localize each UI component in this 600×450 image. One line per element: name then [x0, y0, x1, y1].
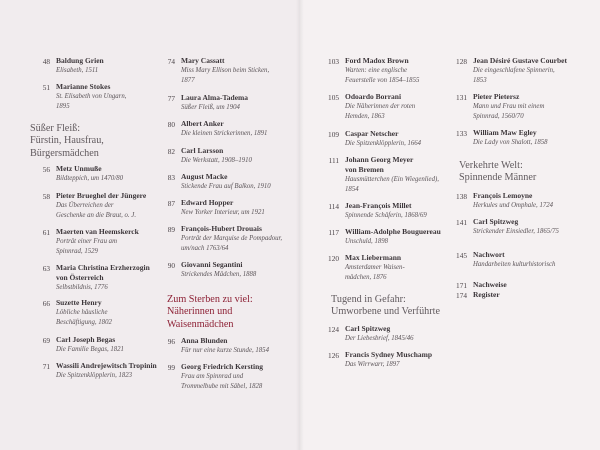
artist-name: Jean-François Millet — [345, 201, 412, 210]
artist-name: William Maw Egley — [473, 128, 537, 137]
artist-name: Caspar Netscher — [345, 129, 399, 138]
toc-column-2 — [155, 0, 293, 450]
page-number: 114 — [328, 202, 339, 211]
artwork-title: Löbliche häusliche — [56, 309, 108, 316]
artist-name: Carl Larsson — [181, 146, 224, 155]
artwork-title: Die Spitzenklöpplerin, 1823 — [56, 372, 133, 379]
page-number: 111 — [328, 156, 339, 165]
artist-name: Carl Joseph Begas — [56, 335, 116, 344]
page-number: 63 — [42, 264, 50, 273]
artwork-title: 1895 — [56, 102, 70, 110]
section-heading — [459, 160, 595, 185]
artist-name: Albert Anker — [181, 119, 224, 128]
artist-name: Johann Georg Meyer — [345, 155, 414, 164]
artwork-title: Selbstbildnis, 1776 — [56, 284, 108, 291]
artwork-title: Das Wirrwarr, 1897 — [345, 361, 400, 368]
artwork-title: Bildteppich, um 1470/80 — [56, 175, 124, 182]
section-heading-line: Süßer Fleiß: — [30, 123, 81, 134]
page-number: 74 — [167, 57, 175, 66]
page-number: 66 — [42, 299, 50, 308]
artist-name: Metz Unmuße — [56, 164, 102, 173]
artist-name: Francis Sydney Muschamp — [345, 350, 433, 359]
artist-name: François-Hubert Drouais — [181, 224, 262, 233]
artwork-title: Hemden, 1863 — [345, 112, 385, 120]
page-number: 99 — [167, 363, 175, 372]
artwork-title: Beschäftigung, 1802 — [56, 318, 112, 326]
artist-name: Odoardo Borrani — [345, 92, 402, 101]
page-number: 174 — [456, 291, 467, 300]
page-number: 61 — [42, 228, 50, 237]
page-number: 124 — [328, 325, 339, 334]
section-heading-line: Umworbene und Verführte — [331, 306, 441, 318]
page-number: 71 — [42, 362, 50, 371]
artwork-title: 1877 — [181, 76, 195, 84]
artwork-title: Trommelbube mit Säbel, 1828 — [181, 382, 263, 390]
artwork-title: Unschuld, 1898 — [345, 238, 389, 245]
page-number: 126 — [328, 351, 339, 360]
artwork-title: Feuerstelle von 1854–1855 — [345, 76, 420, 84]
artist-name: von Bremen — [345, 165, 384, 174]
page-number: 145 — [456, 251, 467, 260]
artist-name: Ford Madox Brown — [345, 56, 409, 65]
artist-name: August Macke — [181, 172, 228, 181]
section-heading-line: Zum Sterben zu viel: — [167, 294, 253, 305]
artist-name: Edward Hopper — [181, 198, 234, 207]
page-number: 58 — [42, 192, 50, 201]
page-number: 171 — [456, 281, 467, 290]
artwork-title: St. Elisabeth von Ungarn, — [56, 93, 127, 100]
page-number: 82 — [167, 147, 175, 156]
artwork-title: Mann und Frau mit einem — [473, 103, 545, 110]
artist-name: Anna Blunden — [181, 336, 228, 345]
section-heading — [167, 294, 293, 331]
page-number: 120 — [328, 254, 339, 263]
artwork-title: Die eingeschlafene Spinnerin, — [473, 67, 555, 74]
artwork-title: Strickendes Mädchen, 1888 — [181, 271, 257, 278]
artwork-title: Die Werkstatt, 1908–1910 — [181, 157, 252, 164]
page-number: 89 — [167, 225, 175, 234]
toc-column-3 — [319, 0, 449, 450]
section-name: Nachwort — [473, 250, 505, 259]
page-number: 69 — [42, 336, 50, 345]
section-name: Nachweise — [473, 280, 507, 289]
artist-name: Maerten van Heemskerck — [56, 227, 139, 236]
section-heading-line: Bürgersmädchen — [30, 147, 99, 159]
artist-name: Jean Désiré Gustave Courbet — [473, 56, 567, 65]
artwork-title: Spinnrad, 1560/70 — [473, 112, 524, 120]
page-number: 131 — [456, 93, 467, 102]
artwork-title: 1854 — [345, 185, 359, 193]
artwork-title: Geschenke an die Braut, o. J. — [56, 211, 137, 219]
page-number: 109 — [328, 130, 339, 139]
page-number: 87 — [167, 199, 175, 208]
artwork-title: Porträt einer Frau am — [56, 238, 117, 245]
section-heading — [30, 123, 160, 160]
page-number: 133 — [456, 129, 467, 138]
page-number: 128 — [456, 57, 467, 66]
artist-name: Laura Alma-Tadema — [181, 93, 249, 102]
book-gutter — [296, 0, 304, 450]
section-heading-line: Waisenmädchen — [167, 318, 234, 330]
artwork-title: Die Familie Begas, 1821 — [56, 346, 124, 353]
artwork-title: um/nach 1763/64 — [181, 244, 229, 252]
artist-name: Carl Spitzweg — [345, 324, 391, 333]
section-heading-line: Näherinnen und — [167, 306, 233, 318]
artist-name: Pieter Brueghel der Jüngere — [56, 191, 147, 200]
artwork-title: Die Lady von Shalott, 1858 — [473, 139, 548, 146]
artist-name: Mary Cassatt — [181, 56, 225, 65]
artwork-title: Die Näherinnen der roten — [345, 103, 416, 110]
artist-name: Maria Christina Erzherzogin — [56, 263, 150, 272]
artist-name: Max Liebermann — [345, 253, 402, 262]
artist-name: Giovanni Segantini — [181, 260, 243, 269]
section-heading — [331, 294, 449, 319]
artist-name: Baldung Grien — [56, 56, 104, 65]
artwork-title: Für nur eine kurze Stunde, 1854 — [181, 347, 269, 354]
artwork-title: New Yorker Interieur, um 1921 — [181, 209, 265, 216]
artwork-title: Spinnrad, 1529 — [56, 247, 98, 255]
section-heading-line: Tugend in Gefahr: — [331, 294, 406, 305]
artwork-title: Süßer Fleiß, um 1904 — [181, 104, 240, 111]
artwork-title: mädchen, 1876 — [345, 273, 387, 281]
artwork-title: Frau am Spinnrad und — [181, 373, 244, 380]
page-number: 96 — [167, 337, 175, 346]
page-number: 80 — [167, 120, 175, 129]
artwork-title: Spinnende Schäferin, 1868/69 — [345, 212, 427, 219]
page-number: 117 — [328, 228, 339, 237]
artwork-title: Warten: eine englische — [345, 67, 408, 74]
artwork-title: Hausmütterchen (Ein Wiegenlied), — [345, 176, 439, 183]
artwork-title: Der Liebesbrief, 1845/46 — [345, 335, 414, 342]
artwork-title: 1853 — [473, 76, 487, 84]
page-number: 51 — [42, 83, 50, 92]
artwork-title: Herkules und Omphale, 1724 — [473, 202, 554, 209]
toc-column-1 — [30, 0, 160, 450]
toc-column-4 — [447, 0, 595, 450]
page-number: 56 — [42, 165, 50, 174]
section-name: Register — [473, 290, 500, 299]
artist-name: Pieter Pietersz — [473, 92, 520, 101]
artwork-title: Die Spitzenklöpplerin, 1664 — [345, 140, 422, 147]
artwork-title: Die kleinen Strickerinnen, 1891 — [181, 130, 268, 137]
artwork-title: Elisabeth, 1511 — [56, 67, 99, 74]
artist-name: Carl Spitzweg — [473, 217, 519, 226]
artist-name: Marianne Stokes — [56, 82, 111, 91]
section-subtitle: Handarbeiten kulturhistorisch — [473, 261, 556, 268]
artwork-title: Miss Mary Ellison beim Sticken, — [181, 67, 270, 74]
artwork-title: Das Überreichen der — [56, 202, 114, 209]
artwork-title: Amsterdamer Waisen- — [345, 264, 405, 271]
page-number: 138 — [456, 192, 467, 201]
page-number: 90 — [167, 261, 175, 270]
page-number: 48 — [42, 57, 50, 66]
page-number: 103 — [328, 57, 339, 66]
artist-name: Suzette Henry — [56, 298, 102, 307]
page-number: 105 — [328, 93, 339, 102]
page-number: 77 — [167, 94, 175, 103]
artist-name: von Österreich — [56, 273, 104, 282]
artist-name: Georg Friedrich Kersting — [181, 362, 264, 371]
artist-name: William-Adolphe Bouguereau — [345, 227, 441, 236]
artist-name: Wassili Andrejewitsch Tropinin — [56, 361, 157, 370]
artwork-title: Stickende Frau auf Balkon, 1910 — [181, 183, 271, 190]
section-heading-line: Spinnende Männer — [459, 172, 537, 184]
artwork-title: Strickender Einsiedler, 1865/75 — [473, 228, 559, 235]
page-number: 141 — [456, 218, 467, 227]
artwork-title: Porträt der Marquise de Pompadour, — [181, 235, 283, 242]
section-heading-line: Fürstin, Hausfrau, — [30, 135, 104, 147]
section-heading-line: Verkehrte Welt: — [459, 160, 523, 171]
page-number: 83 — [167, 173, 175, 182]
artist-name: François Lemoyne — [473, 191, 533, 200]
